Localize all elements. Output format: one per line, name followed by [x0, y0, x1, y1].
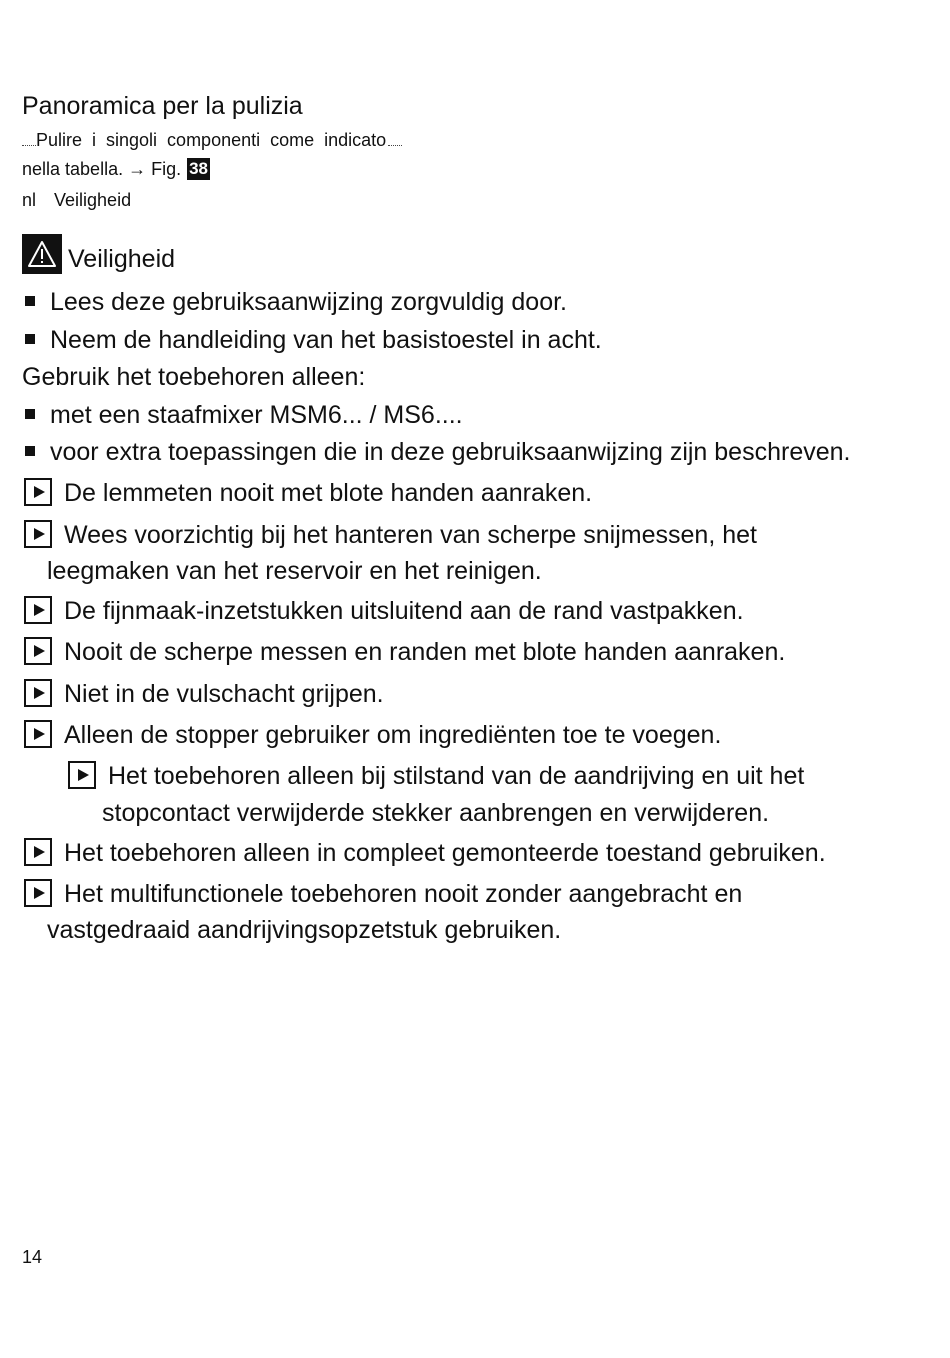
warning-item [22, 835, 826, 871]
italian-paragraph-text-1: Pulire i singoli componenti come indicato [36, 130, 387, 150]
italian-paragraph-line-2 [22, 158, 210, 180]
list-item-text: Lees deze gebruiksaanwijzing zorgvuldig door. [50, 288, 567, 316]
safety-heading-text: Veiligheid [68, 245, 176, 273]
square-bullet-icon [25, 409, 35, 419]
warning-text-continuation: stopcontact verwijderde stekker aanbrengen en verwijderen. [102, 799, 770, 827]
page-number: 14 [22, 1247, 43, 1267]
play-arrow-icon [24, 838, 52, 866]
square-bullet-icon [25, 334, 35, 344]
warning-item [22, 876, 742, 912]
warning-text-continuation: leegmaken van het reservoir en het reinigen. [47, 557, 542, 585]
play-arrow-icon [24, 520, 52, 548]
italian-paragraph-line-1 [22, 130, 402, 151]
warning-item [66, 758, 804, 794]
dot-leader-left [22, 145, 36, 146]
warning-text: De fijnmaak-inzetstukken uitsluitend aan de rand vastpakken. [64, 597, 744, 625]
warning-item [22, 634, 785, 670]
play-arrow-icon [24, 596, 52, 624]
list-item-text: Neem de handleiding van het basistoestel in acht. [50, 326, 602, 354]
warning-item [22, 475, 592, 511]
italian-section-heading: Panoramica per la pulizia [22, 92, 303, 120]
square-bullet-icon [25, 296, 35, 306]
dot-leader-right [388, 145, 402, 146]
warning-text: Het toebehoren alleen bij stilstand van de aandrijving en uit het [108, 762, 805, 790]
list-item-text: voor extra toepassingen die in deze gebruiksaanwijzing zijn beschreven. [50, 438, 851, 466]
list-item [22, 397, 463, 433]
language-code: nl [22, 190, 37, 210]
safety-heading [22, 234, 175, 274]
play-arrow-icon [24, 879, 52, 907]
warning-text-continuation: vastgedraaid aandrijvingsopzetstuk gebruiken. [47, 916, 562, 944]
square-bullet-icon [25, 446, 35, 456]
warning-text: Niet in de vulschacht grijpen. [64, 680, 384, 708]
warning-text: Nooit de scherpe messen en randen met blote handen aanraken. [64, 638, 786, 666]
warning-text: Wees voorzichtig bij het hanteren van scherpe snijmessen, het [64, 521, 757, 549]
list-item-text: met een staafmixer MSM6... / MS6.... [50, 401, 463, 429]
warning-text: Het toebehoren alleen in compleet gemonteerde toestand gebruiken. [64, 839, 826, 867]
list-item [22, 284, 567, 320]
language-section-title: Veiligheid [54, 190, 132, 210]
warning-item [22, 676, 384, 712]
warning-text: De lemmeten nooit met blote handen aanraken. [64, 479, 593, 507]
play-arrow-icon [24, 679, 52, 707]
language-marker [22, 190, 131, 211]
play-arrow-icon [68, 761, 96, 789]
italian-paragraph-text-2: nella tabella. → Fig. [22, 158, 182, 179]
figure-number-badge: 38 [189, 159, 209, 178]
list-item [22, 434, 850, 470]
warning-item [22, 717, 721, 753]
play-arrow-icon [24, 637, 52, 665]
play-arrow-icon [24, 478, 52, 506]
play-arrow-icon [24, 720, 52, 748]
list-item [22, 322, 602, 358]
warning-text: Alleen de stopper gebruiker om ingrediënten toe te voegen. [64, 721, 722, 749]
warning-triangle-icon [22, 234, 62, 274]
usage-intro: Gebruik het toebehoren alleen: [22, 363, 366, 391]
warning-item [22, 593, 744, 629]
warning-text: Het multifunctionele toebehoren nooit zonder aangebracht en [64, 880, 743, 908]
warning-item [22, 517, 757, 553]
